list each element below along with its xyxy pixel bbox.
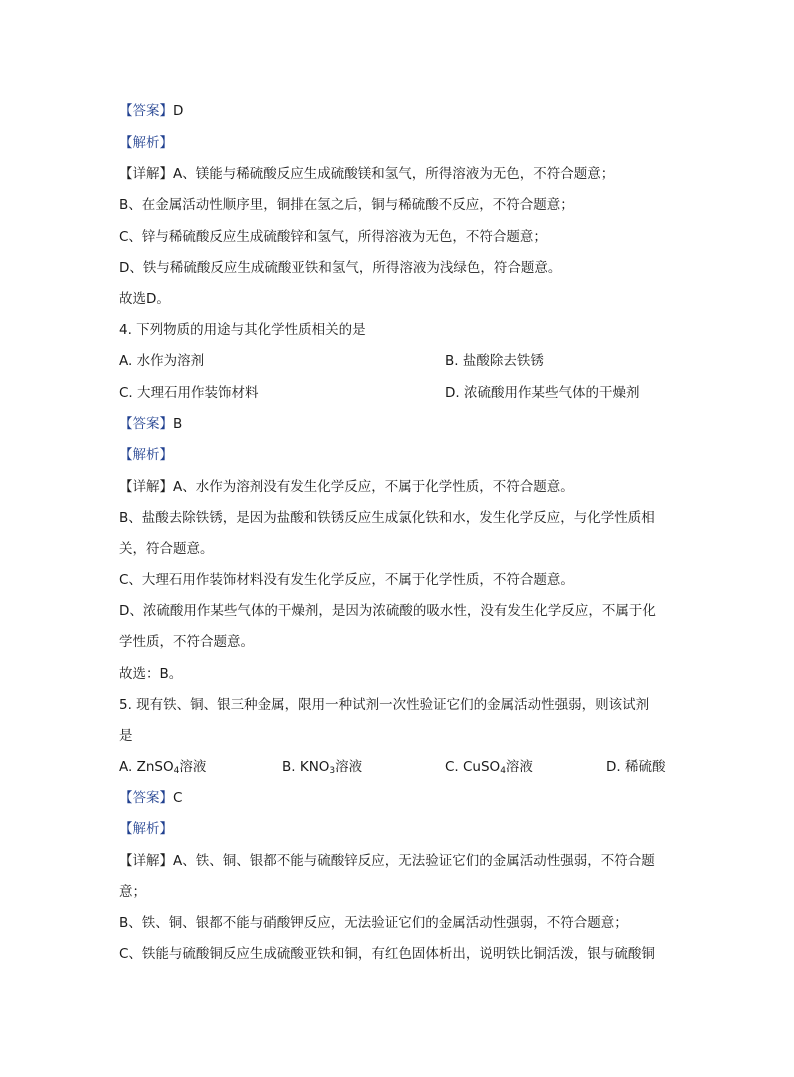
q5-option-d: D. 稀硫酸 (606, 759, 666, 775)
q4-detail-d-line2: 学性质，不符合题意。 (119, 634, 254, 650)
q4-option-d: D. 浓硫酸用作某些气体的干燥剂 (445, 385, 640, 401)
q5-answer: C (173, 790, 183, 806)
q4-detail-c: C、大理石用作装饰材料没有发生化学反应，不属于化学性质，不符合题意。 (119, 572, 574, 588)
q5-stem-line1: 5. 现有铁、铜、银三种金属，限用一种试剂一次性验证它们的金属活动性强弱，则该试剂 (119, 697, 650, 713)
q3-answer-line (119, 101, 679, 121)
q5-option-a-suffix: 溶液 (179, 759, 207, 775)
answer-tag: 【答案】 (119, 416, 173, 432)
q4-option-b: B. 盐酸除去铁锈 (445, 353, 544, 369)
q5-option-a-formula: A. ZnSO (119, 759, 174, 775)
q4-detail-d-line1: D、浓硫酸用作某些气体的干燥剂，是因为浓硫酸的吸水性，没有发生化学反应，不属于化 (119, 603, 656, 619)
q3-detail-a-text: A、镁能与稀硫酸反应生成硫酸镁和氢气，所得溶液为无色，不符合题意； (173, 166, 615, 182)
q5-answer-line (119, 788, 679, 808)
analysis-tag: 【解析】 (119, 447, 173, 463)
answer-tag: 【答案】 (119, 790, 173, 806)
q5-option-a (119, 757, 206, 777)
q5-option-b-formula: B. KNO (282, 759, 330, 775)
q3-detail-d: D、铁与稀硫酸反应生成硫酸亚铁和氢气，所得溶液为浅绿色，符合题意。 (119, 260, 562, 276)
q4-analysis-tag (119, 445, 679, 465)
q5-detail-a-line2: 意； (119, 884, 146, 900)
q3-conclusion: 故选D。 (119, 291, 170, 307)
q5-option-b-suffix: 溶液 (335, 759, 363, 775)
q4-detail-a-text: A、水作为溶剂没有发生化学反应，不属于化学性质，不符合题意。 (173, 479, 574, 495)
q4-detail-b-line1: B、盐酸去除铁锈，是因为盐酸和铁锈反应生成氯化铁和水，发生化学反应，与化学性质相 (119, 510, 655, 526)
q5-detail-c: C、铁能与硫酸铜反应生成硫酸亚铁和铜，有红色固体析出，说明铁比铜活泼，银与硫酸铜 (119, 946, 655, 962)
q4-conclusion: 故选：B。 (119, 666, 183, 682)
q4-option-a: A. 水作为溶剂 (119, 353, 205, 369)
answer-tag: 【答案】 (119, 103, 173, 119)
analysis-tag: 【解析】 (119, 821, 173, 837)
q5-stem-line2: 是 (119, 728, 133, 744)
q5-option-c-subscript: 4 (500, 766, 506, 776)
q5-option-c (445, 757, 533, 777)
q3-detail-c: C、锌与稀硫酸反应生成硫酸锌和氢气，所得溶液为无色，不符合题意； (119, 229, 547, 245)
q5-option-c-formula: C. CuSO (445, 759, 501, 775)
q5-option-b (282, 757, 362, 777)
detail-tag: 【详解】 (119, 853, 173, 869)
q4-option-c: C. 大理石用作装饰材料 (119, 385, 259, 401)
q5-analysis-tag (119, 819, 679, 839)
q4-stem: 4. 下列物质的用途与其化学性质相关的是 (119, 322, 366, 338)
q3-detail-b: B、在金属活动性顺序里，铜排在氢之后，铜与稀硫酸不反应，不符合题意； (119, 197, 574, 213)
q3-analysis-tag (119, 133, 679, 153)
q5-detail-a-line1 (119, 851, 679, 871)
q5-option-b-subscript: 3 (329, 766, 336, 776)
detail-tag: 【详解】 (119, 166, 173, 182)
analysis-tag: 【解析】 (119, 135, 173, 151)
q4-answer-line (119, 414, 679, 434)
detail-tag: 【详解】 (119, 479, 173, 495)
q5-detail-b: B、铁、铜、银都不能与硝酸钾反应，无法验证它们的金属活动性强弱，不符合题意； (119, 915, 628, 931)
q4-detail-b-line2: 关，符合题意。 (119, 541, 214, 557)
q5-option-c-suffix: 溶液 (505, 759, 533, 775)
q3-detail-a (119, 164, 679, 184)
q4-detail-a (119, 477, 679, 497)
q3-answer: D (173, 103, 184, 119)
q4-answer: B (173, 416, 183, 432)
q5-option-a-subscript: 4 (173, 766, 180, 776)
q5-detail-a-text: A、铁、铜、银都不能与硫酸锌反应，无法验证它们的金属活动性强弱，不符合题 (173, 853, 655, 869)
